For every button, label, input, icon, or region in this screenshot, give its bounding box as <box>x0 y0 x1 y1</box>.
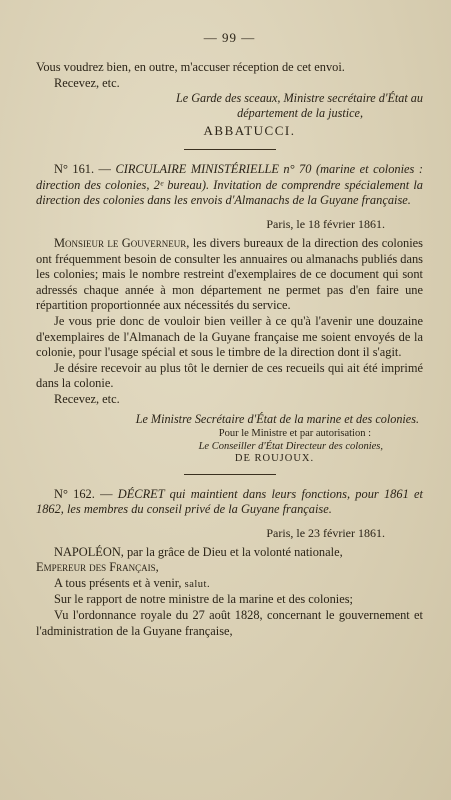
signatory-title: Le Garde des sceaux, Ministre secrétaire d'État au <box>176 91 423 106</box>
text-line: Vous voudrez bien, en outre, m'accuser réception de cet envoi. <box>36 60 345 74</box>
item-date: Paris, le 23 février 1861. <box>266 525 385 540</box>
signatory-title: Le Ministre Secrétaire d'État de la marine et des colonies. <box>135 411 419 426</box>
signatory-authority: Pour le Ministre et par autorisation : <box>218 427 371 439</box>
decree-line: Sur le rapport de notre ministre de la marine et des colonies; <box>54 592 354 607</box>
decree-salut: salut. <box>184 578 211 590</box>
page-number: — 99 — <box>203 30 256 45</box>
signatory-name: ABBATUCCI. <box>203 123 296 139</box>
section-divider <box>184 149 276 150</box>
item-date: Paris, le 18 février 1861. <box>266 216 385 231</box>
item-161-heading <box>36 162 423 209</box>
decree-line: Vu l'ordonnance royale du 27 août 1828, concernant le gouvernement et l'administration de la Guyane française, <box>36 608 423 638</box>
decree-line <box>36 576 423 593</box>
signatory-title-cont: département de la justice, <box>237 106 363 121</box>
signatory-name: DE ROUJOUX. <box>234 452 315 464</box>
item-subject: Invitation de comprendre spécialement la direction des colonies dans les envois d'Almanachs de la Guyane française. <box>36 177 423 208</box>
item-number: N° 162. — <box>54 486 113 501</box>
paragraph: Je vous prie donc de vouloir bien veiller à ce qu'à l'avenir une douzaine d'exemplaires de l'Almanach de la Guyane française me soient envoyés de la colonie, pour l'usage spécial et sous le timbre de la direction dont il s'agit. <box>36 313 423 360</box>
item-title: DÉCRET qui maintient dans leurs fonctions, pour 1861 et 1862, les membres du conseil privé de la Guyane française. <box>36 486 423 517</box>
closing-line: Recevez, etc. <box>54 391 120 406</box>
paragraph-text: les divers bureaux de la direction des colonies ont fréquemment besoin de consulter les annuaires ou almanachs publiés dans les colonies; mais le nombre restreint d'exemplaires de ce document qui sont adressés chaque année à mon département ne permet pas d'en faire une répartition proportionnée aux nécessités du service. <box>36 235 423 313</box>
decree-line: NAPOLÉON, par la grâce de Dieu et la volonté nationale, <box>54 544 343 559</box>
paragraph <box>36 236 423 314</box>
item-title: CIRCULAIRE MINISTÉRIELLE n° 70 (marine et colonies : direction des colonies, 2ᵉ bureau). <box>36 162 423 192</box>
item-162-heading <box>36 487 423 518</box>
paragraph: Je désire recevoir au plus tôt le dernier de ces recueils qui ait été imprimé dans la colonie. <box>36 360 423 391</box>
salutation: Monsieur le Gouverneur, <box>54 235 190 250</box>
closing-line: Recevez, etc. <box>54 75 120 90</box>
decree-line: Empereur des Français, <box>36 560 159 575</box>
decree-text: A tous présents et à venir, <box>54 575 182 590</box>
item-number: N° 161. — <box>54 162 111 177</box>
signatory-role: Le Conseiller d'État Directeur des colonies, <box>198 440 383 452</box>
section-divider <box>184 474 276 475</box>
